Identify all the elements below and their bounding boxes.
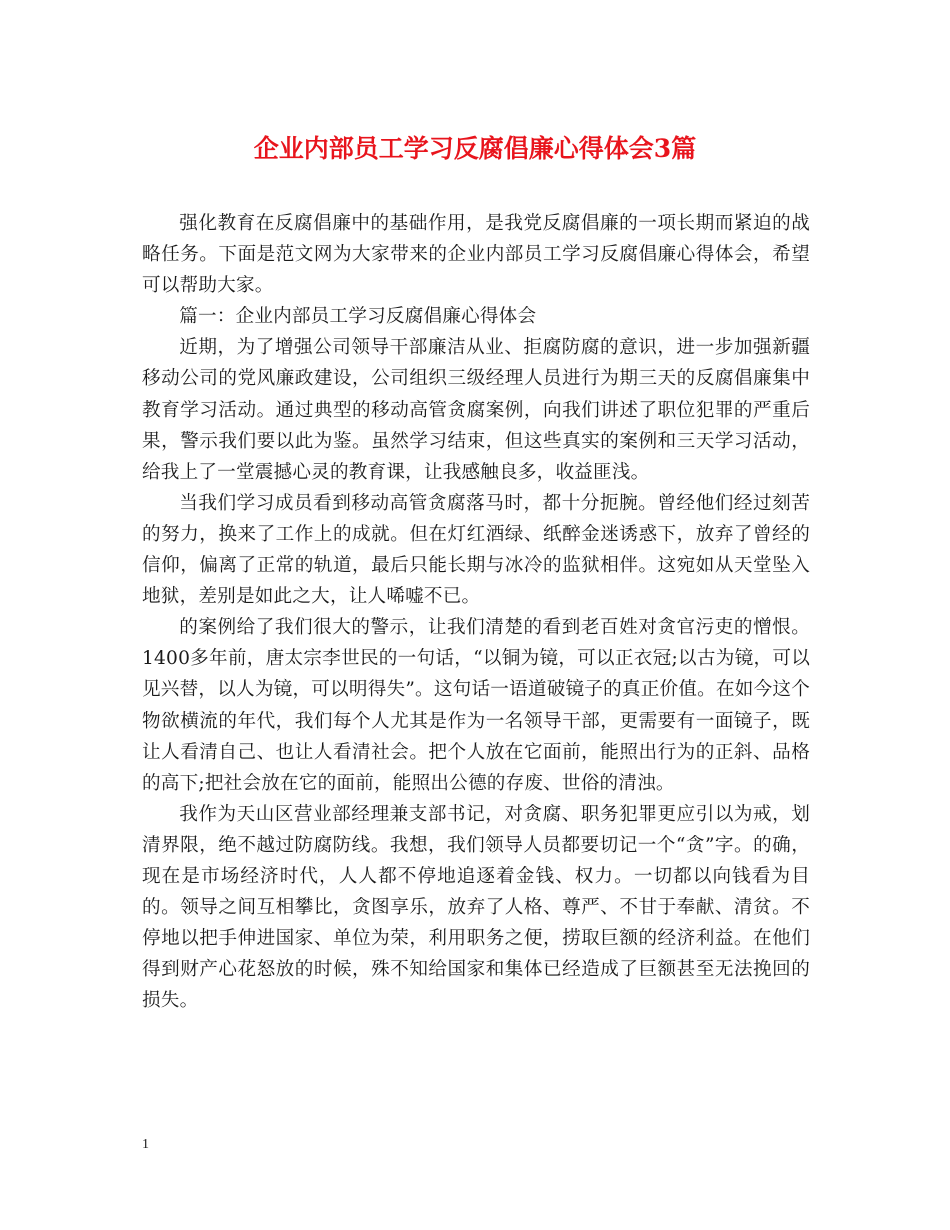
document-title: 企业内部员工学习反腐倡廉心得体会3篇: [253, 134, 697, 163]
body-paragraph: 的案例给了我们很大的警示，让我们清楚的看到老百姓对贪官污吏的憎恨。1400多年前，唐太宗李世民的一句话，“以铜为镜，可以正衣冠;以古为镜，可以见兴替，以人为镜，可以明得失”。这句话一语道破镜子的真正价值。在如今这个物欲横流的年代，我们每个人尤其是作为一名领导干部，更需要有一面镜子，既让人看清自己、也让人看清社会。把个人放在它面前，能照出行为的正斜、品格的高下;把社会放在它的面前，能照出公德的存废、世俗的清浊。: [142, 617, 810, 794]
section-heading: 篇一：企业内部员工学习反腐倡廉心得体会: [179, 306, 537, 328]
body-paragraph: 我作为天山区营业部经理兼支部书记，对贪腐、职务犯罪更应引以为戒，划清界限，绝不越过防腐防线。我想，我们领导人员都要切记一个“贪”字。的确，现在是市场经济时代，人人都不停地追逐着金钱、权力。一切都以向钱看为目的。领导之间互相攀比，贪图享乐，放弃了人格、尊严、不甘于奉献、清贫。不停地以把手伸进国家、单位为荣，利用职务之便，捞取巨额的经济利益。在他们得到财产心花怒放的时候，殊不知给国家和集体已经造成了巨额甚至无法挽回的损失。: [142, 803, 810, 1012]
page-number: 1: [142, 1137, 149, 1152]
document-body: [142, 208, 810, 1016]
body-paragraph: 近期，为了增强公司领导干部廉洁从业、拒腐防腐的意识，进一步加强新疆移动公司的党风廉政建设，公司组织三级经理人员进行为期三天的反腐倡廉集中教育学习活动。通过典型的移动高管贪腐案例，向我们讲述了职位犯罪的严重后果，警示我们要以此为鉴。虽然学习结束，但这些真实的案例和三天学习活动，给我上了一堂震撼心灵的教育课，让我感触良多，收益匪浅。: [142, 337, 810, 483]
intro-paragraph: 强化教育在反腐倡廉中的基础作用，是我党反腐倡廉的一项长期而紧迫的战略任务。下面是范文网为大家带来的企业内部员工学习反腐倡廉心得体会，希望可以帮助大家。: [142, 213, 810, 297]
body-paragraph: 当我们学习成员看到移动高管贪腐落马时，都十分扼腕。曾经他们经过刻苦的努力，换来了工作上的成就。但在灯红酒绿、纸醉金迷诱惑下，放弃了曾经的信仰，偏离了正常的轨道，最后只能长期与冰冷的监狱相伴。这宛如从天堂坠入地狱，差别是如此之大，让人唏嘘不已。: [142, 492, 810, 608]
